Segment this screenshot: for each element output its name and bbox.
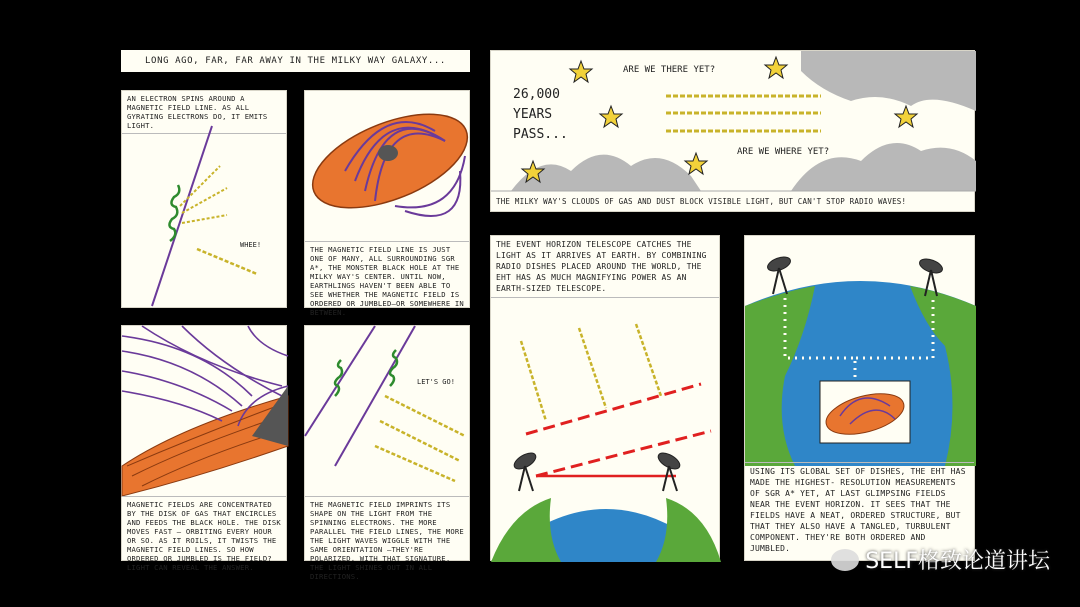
panel-1-caption: AN ELECTRON SPINS AROUND A MAGNETIC FIELD LINE. AS ALL GYRATING ELECTRONS DO, IT EMITS LIGHT. (122, 91, 286, 134)
years-line-2: YEARS (513, 107, 553, 122)
panel-disk-fields (121, 325, 287, 572)
lets-go-speech: LET'S GO! (417, 378, 455, 386)
panel-eht-result (744, 235, 975, 561)
panel-travel (490, 50, 975, 212)
panel-6-caption: THE EVENT HORIZON TELESCOPE CATCHES THE LIGHT AS IT ARRIVES AT EARTH. BY COMBINING RADIO DISHES PLACED AROUND THE WORLD, THE EHT HAS AS MUCH MAGNIFYING POWER AS AN EARTH-SIZED TELESCOPE. (491, 236, 719, 298)
panel-field-lines (304, 90, 470, 317)
earth-image-drawing (745, 236, 976, 466)
telescope-catch-drawing (491, 236, 721, 562)
polarized-light-drawing (305, 326, 471, 496)
accretion-disk-drawing (305, 91, 471, 241)
panel-4-caption: THE MAGNETIC FIELD IMPRINTS ITS SHAPE ON THE LIGHT FROM THE SPINNING ELECTRONS. THE MORE PARALLEL THE FIELD LINES, THE MORE THE LIGHT WAVES WIGGLE WITH THE SAME ORIENTATION —THEY'RE POLARIZED. WITH THAT SIGNATURE, THE LIGHT SHINES OUT IN ALL DIRECTIONS. (305, 496, 469, 584)
panel-electron-spin (121, 90, 287, 308)
electron-spin-drawing (122, 91, 288, 309)
speech-there-yet: ARE WE THERE YET? (623, 65, 716, 75)
watermark-text: SELF格致论道讲坛 (865, 549, 1050, 574)
panel-2-caption: THE MAGNETIC FIELD LINE IS JUST ONE OF MANY, ALL SURROUNDING SGR A*, THE MONSTER BLACK HOLE AT THE MILKY WAY'S CENTER. UNTIL NOW, EARTHLINGS HAVEN'T BEEN ABLE TO SEE WHETHER THE MAGNETIC FIELD IS ORDERED OR JUMBLED—OR SOMEWHERE IN BETWEEN. (305, 241, 469, 320)
years-line-1: 26,000 (513, 87, 560, 102)
watermark (831, 544, 1050, 575)
title-banner: LONG AGO, FAR, FAR AWAY IN THE MILKY WAY GALAXY... (121, 50, 470, 72)
panel-eht-catch (490, 235, 720, 561)
turbulent-disk-drawing (122, 326, 288, 496)
panel-polarization (304, 325, 470, 581)
panel-7-caption: USING ITS GLOBAL SET OF DISHES, THE EHT HAS MADE THE HIGHEST- RESOLUTION MEASUREMENTS OF SGR A* YET, AT LAST GLIMPSING FIELDS NEAR THE EVENT HORIZON. IT SEES THAT THE FIELDS HAVE A NEAT, ORDERED STRUCTURE, BUT THAT THEY ALSO HAVE A TANGLED, TURBULENT COMPONENT. THEY'RE BOTH ORDERED AND JUMBLED. (745, 462, 974, 557)
years-line-3: PASS... (513, 127, 568, 142)
speech-where-yet: ARE WE WHERE YET? (737, 147, 830, 157)
wechat-icon (831, 549, 859, 571)
panel-3-caption: MAGNETIC FIELDS ARE CONCENTRATED BY THE DISK OF GAS THAT ENCIRCLES AND FEEDS THE BLACK HOLE. THE DISK MOVES FAST — ORBITING EVERY HOUR OR SO. AS IT ROILS, IT TWISTS THE MAGNETIC FIELD LINES. SO HOW ORDERED OR JUMBLED IS THE FIELD? LIGHT CAN REVEAL THE ANSWER. (122, 496, 286, 575)
whee-speech: WHEE! (240, 241, 262, 249)
panel-5-caption: THE MILKY WAY'S CLOUDS OF GAS AND DUST BLOCK VISIBLE LIGHT, BUT CAN'T STOP RADIO WAVES! (496, 197, 907, 206)
